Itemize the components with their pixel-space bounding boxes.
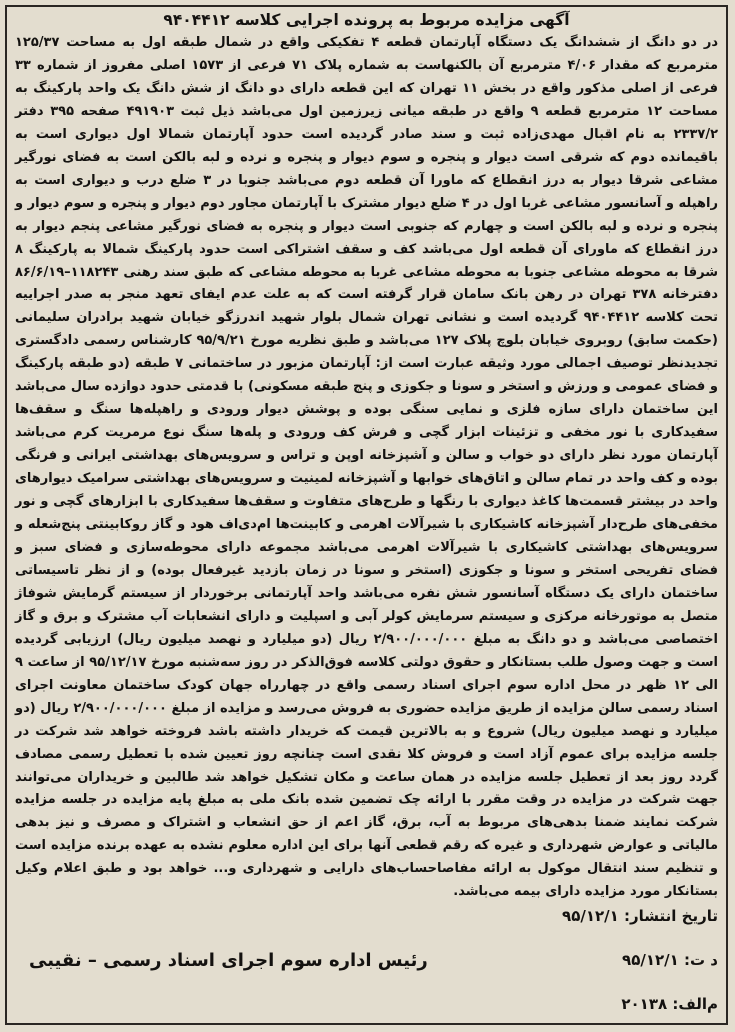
notice-title: آگهی مزایده مربوط به پرونده اجرایی کلاسه ۹۴۰۴۴۱۲ (163, 11, 570, 29)
issue-date: د ت: ۹۵/۱۲/۱ (622, 951, 718, 970)
notice-body: در دو دانگ از ششدانگ یک دستگاه آپارتمان قطعه ۴ تفکیکی واقع در شمال طبقه اول به مساحت ۱۲۵/۳۷ مترمربع که مقدار ۴/۰۶ مترمربع آن بالکنهاست به شماره پلاک ۷۱ فرعی از ۱۵۷۳ اصلی مفروز از شماره ۳۳ فرعی از اصلی مذکور واقع در بخش ۱۱ تهران که این قطعه دارای دو دانگ از شش دانگ یک واحد پارکینگ به مساحت ۱۲ مترمربع قطعه ۹ واقع در طبقه میانی زیرزمین اول می‌باشد ذیل ثبت ۴۹۱۹۰۳ صفحه ۳۹۵ دفتر ۲۳۳۷/۲ به نام اقبال مهدی‌زاده ثبت و سند صادر گردیده است حدود آپارتمان شمالا اول دیواری است به باقیمانده دوم که شرقی است دیوار و پنجره و سوم دیوار و پنجره و نرده و لبه بالکن است به فضای نورگیر مشاعی شرقا دیوار به درز انقطاع که ماورا آن قطعه دوم می‌باشد جنوبا در ۳ ضلع درب و دیواری است به راهپله و آسانسور مشاعی غربا اول در ۴ ضلع دیوار مشترک با آپارتمان مجاور دوم دیوار و پنجره و سوم دیوار و پنجره و نرده و لبه بالکن است و چهارم که جنوبی است دیوار و پنجره به فضای نورگیر مشاعی پنجم دیوار به درز انقطاع که ماورای آن قطعه اول می‌باشد کف و سقف اشتراکی است حدود پارکینگ شمالا به پارکینگ ۸ شرقا به محوطه مشاعی جنوبا به محوطه مشاعی غربا به محوطه مشاعی که طبق سند رهنی ۱۱۸۲۴۳–۸۶/۶/۱۹ دفترخانه ۳۷۸ تهران در رهن بانک سامان قرار گرفته است که به علت عدم ایفای تعهد منجر به صدر اجراییه تحت کلاسه ۹۴۰۴۴۱۲ گردیده است و نشانی تهران شمال بلوار شهید اندرزگو خیابان شهید برادران سلیمانی (حکمت سابق) روبروی خیابان بلوچ پلاک ۱۲۷ می‌باشد و طبق نظریه مورخ ۹۵/۹/۲۱ کارشناس رسمی دادگستری تجدیدنظر توصیف اجمالی مورد وثیقه عبارت است از: آپارتمان مزبور در ساختمانی ۷ طبقه (دو طبقه پارکینگ و فضای عمومی و ورزش و استخر و سونا و جکوزی و پنج طبقه مسکونی) با قدمتی حدود دوازده سال می‌باشد این ساختمان دارای سازه فلزی و نمایی سنگی بوده و پوشش دیوار ورودی و راهپله‌ها سنگ و سقف‌ها سفیدکاری با نور مخفی و تزئینات ابزار گچی و فرش کف ورودی و پله‌ها سنگ نوع مرمریت کرم می‌باشد آپارتمان مورد نظر دارای دو خواب و سالن و آشپزخانه اوپن و تراس و سرویس‌های بهداشتی ایرانی و فرنگی بوده و کف واحد در تمام سالن و اتاق‌های خوابها و آشپزخانه لمینیت و سرویس‌های بهداشتی سرامیک دیوارهای واحد در بیشتر قسمت‌ها کاغذ دیواری با رنگها و طرح‌های متفاوت و سقف‌ها سفیدکاری با ابزارهای گچی و نور مخفی‌های طرح‌دار آشپزخانه کاشیکاری با شیرآلات اهرمی و کابینت‌ها ام‌دی‌اف هود و گاز روکابینتی پنج‌شعله و سرویس‌های بهداشتی کاشیکاری با شیرآلات اهرمی می‌باشد مجموعه دارای محوطه‌سازی و فضای سبز و فضای تفریحی استخر و سونا و جکوزی (استخر و سونا در زمان بازدید غیرفعال بوده) و از نظر تاسیساتی ساختمان دارای یک دستگاه آسانسور شش نفره می‌باشد واحد آپارتمانی برخوردار از سیستم گرمایش شوفاژ متصل به موتورخانه مرکزی و سیستم سرمایش کولر آبی و اسپلیت و دارای انشعابات آب مشترک و برق و گاز اختصاصی می‌باشد و دو دانگ به مبلغ ۲/۹۰۰/۰۰۰/۰۰۰ ریال (دو میلیارد و نهصد میلیون ریال) ارزیابی گردیده است و جهت وصول طلب بستانکار و حقوق دولتی کلاسه فوق‌الذکر در روز سه‌شنبه مورخ ۹۵/۱۲/۱۷ از ساعت ۹ الی ۱۲ ظهر در محل اداره سوم اجرای اسناد رسمی واقع در چهارراه جهان کودک ساختمان معاونت اجرای اسناد رسمی سالن مزایده از طریق مزایده حضوری به فروش می‌رسد و مزایده از مبلغ ۲/۹۰۰/۰۰۰/۰۰۰ ریال (دو میلیارد و نهصد میلیون ریال) شروع و به بالاترین قیمت که خریدار داشته باشد فروخته خواهد شد شرکت در جلسه مزایده برای عموم آزاد است و فروش کلا نقدی است چنانچه روز تعیین شده با تعطیل رسمی مصادف گردد روز بعد از تعطیل جلسه مزایده در همان ساعت و مکان تشکیل خواهد شد طالبین و خریداران می‌توانند جهت شرکت در مزایده در وقت مقرر با ارائه چک تضمین شده بانک ملی به مبلغ پایه مزایده در جلسه مزایده شرکت نمایند ضمنا بدهی‌های مربوط به آب، برق، گاز اعم از حق انشعاب و اشتراک و مصرف و نیز بدهی مالیاتی و عوارض شهرداری و غیره که رقم قطعی آنها برای این اداره معلوم نشده به عهده برنده مزایده است و تنظیم سند انتقال موکول به ارائه مفاصاحساب‌های دارایی و شهرداری و... خواهد بود و طبق اعلام وکیل بستانکار مورد مزایده دارای بیمه می‌باشد. (15, 35, 719, 900)
signature-row (15, 929, 718, 992)
reference-number: م‌الف: ۲۰۱۳۸ (621, 995, 718, 1014)
signature: رئیس اداره سوم اجرای اسناد رسمی – نقیبی (29, 950, 428, 972)
publish-date: تاریخ انتشار: ۹۵/۱۲/۱ (562, 907, 718, 926)
auction-notice (9, 8, 724, 1020)
